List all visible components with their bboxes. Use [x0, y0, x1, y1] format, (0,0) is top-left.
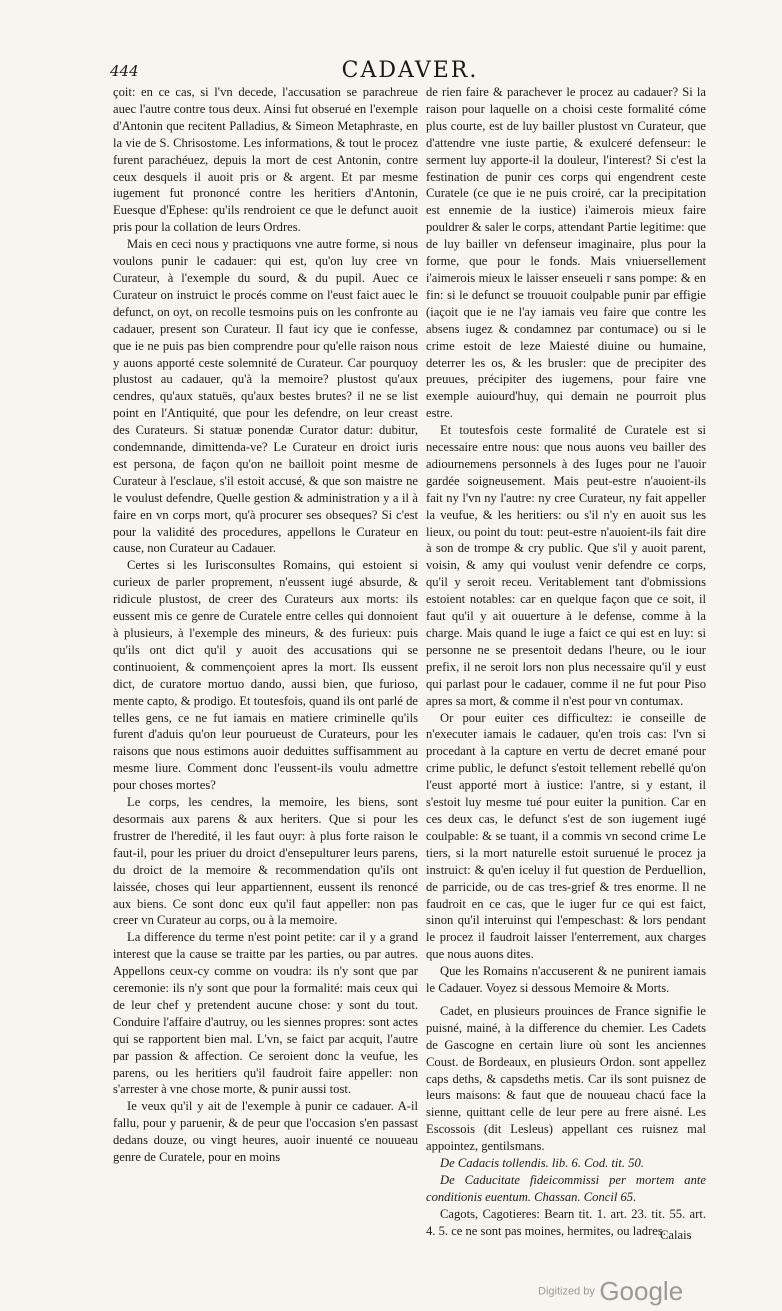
paragraph: Or pour euiter ces difficultez: ie conseille de n'executer iamais le cadauer, qu'en trois cas: l'vn si procedant à la capture en vertu de decret emané pour crime public, le defunct s'estoit tellement rebellé qu'on l'eust apporté mort à iustice: l'antre, si y estant, il s'estoit luy mesme tué pour euiter la punition. Car en ces deux cas, le defunct s'est de son iugement iugé coulpable: & se tuant, il a commis vn second crime Le tiers, si la mort naturelle estoit suruenué le procez ja instruict: & qu'en iceluy il fut question de Perduellion, de parricide, ou de cas tres-grief & tres enorme. Il ne faudroit en ce cas, que le iuger fur ce qui est faict, sinon qu'il interuinst qui l'empeschast: & lors pendant le procez il faudroit laisser l'enterrement, aux charges que nous auons dites.: [426, 710, 706, 962]
left-column: [113, 84, 418, 1166]
dictionary-entry-cadet: Cadet, en plusieurs prouinces de France signifie le puisné, mainé, à la difference du chemier. Les Cadets de Gascogne en certain liure où sont les anciennes Coust. de Bordeaux, en plusieurs Ordon. sont appellez caps deths, & capsdeths metis. Car ils sont puisnez de leurs maisons: & faut que de nouueau chacú face la sienne, quittant celle de leur pere au frere aisné. Les Escossois (dit Lesleus) appellant ces ruisnez mal appointez, gentilsmans.: [426, 1003, 706, 1154]
reference-line: De Cadacis tollendis. lib. 6. Cod. tit. 50.: [440, 1156, 644, 1171]
paragraph: Ie veux qu'il y ait de l'exemple à punir ce cadauer. A-il fallu, pour y paruenir, & de peur que l'occasion s'en passast dedans douze, ou vingt heures, auoir inuenté ce nouueau genre de Curatele, pour en moins: [113, 1099, 418, 1165]
paragraph: Le corps, les cendres, la memoire, les biens, sont desormais aux parens & aux heriters. Que si pour les frustrer de l'heredité, il les faut ouyr: à plus forte raison le faut-il, pour les priuer du droict d'ensepulturer leurs parens, du droict de la memoire & recommendation qu'ils ont laissée, choses qui leur appartiennent, eussent ils renoncé aux biens. Ce sont donc eux qu'il faut appeller: non pas creer vn Curateur au corps, ou à la memoire.: [113, 795, 418, 928]
paragraph: Et toutesfois ceste formalité de Curatele est si necessaire entre nous: que nous auons veu bailler des adiournemens personnels à des Iuges pour ne l'auoir gardée soigneusement. Mais peut-estre n'auoient-ils fait ny l'vn ny l'autre: ny cree Curateur, ny fait appeller la veufue, & les heritiers: ou s'il n'y en auoit sus les lieux, ou point du tout: peut-estre n'auoient-ils fait dire à son de trompe & cry public. Que s'il y auoit parent, voisin, & amy qui voulust venir defendre ce corps, qu'il y seroit receu. Veritablement tant d'obmissions estoient notables: car en quelque façon que ce soit, il faut qu'il y ait ouuerture à le defense, comme à la charge. Mais quand le iuge a faict ce qui est en luy: si personne ne se presentoit dedans l'heure, ou le iour prefix, il ne seroit lors non plus necessaire qu'il y eust qui parlast pour le cadauer, comme il ne fut pour Piso apres sa mort, & comme il n'est pour vn contumax.: [426, 423, 706, 708]
paragraph: Mais en ceci nous y practiquons vne autre forme, si nous voulons punir le cadauer: qui est, qu'on luy cree vn Curateur, à l'exemple du sourd, & du pupil. Auec ce Curateur on instruict le procés comme on l'eust faict auec le defunct, on oyt, on recolle tesmoins puis on les confronte au cadauer, present son Curateur. Il faut icy que ie confesse, que ie ne puis pas bien comprendre pour qu'elle raison nous y auons apporté ceste solemnité de Curateur. Car pourquoy plustost au cadauer, qu'à la memoire? plustost qu'aux cendres, qu'aux statuës, qu'aux bestes brutes? il ne se list point en l'Antiquité, que pour les defendre, on leur creast des Curateurs. Si statuæ ponendæ Curator datur: dubitur, condemnande, dimittenda-ve? Le Curateur en droict iuris est persona, de façon qu'on ne bailloit point mesme de Curateur à l'esclaue, s'il estoit accusé, & que son maistre ne le voulust defendre, Quelle gestion & administration y a il à faire en vn corps mort, qu'à procurer ses obseques? Si c'est pour la validité des procedures, appellons le Curateur en cause, non Curateur au Cadauer.: [113, 237, 418, 556]
digitization-watermark: [538, 1276, 683, 1307]
right-column: [426, 84, 706, 1240]
paragraph: de rien faire & parachever le procez au cadauer? Si la raison pour laquelle on a choisi ceste formalité cóme plus courte, est de luy bailler plustost vn Curateur, que d'attendre vne iuste partie, & exulceré defenseur: le serment luy apporte-il la douleur, l'interest? Si c'est la festination de punir ces corps qui engendrent ceste Curatele (ce que ie ne puis croiré, car la precipitation est ennemie de la iustice) i'aimerois mieux faire pouldrer & saler le corps, attendant Partie legitime: que de luy bailler vn defenseur imaginaire, plus pour la forme, que pour le fonds. Mais vniuersellement i'aimerois mieux le laisser enseueli r sans pompe: & en fin: si le defunct se trouuoit coulpable punir par effigie (iaçoit que ie ne l'ay iamais veu faire que contre les absens iugez & condamnez par contumace) ou si le crime estoit de leze Maiesté diuine ou humaine, deterrer les os, & les brusler: que de precipiter des preuues, précipiter des iugemens, pour faire vne exemple auiourd'huy, qui demain ne pourroit plus estre.: [426, 85, 706, 421]
paragraph: çoit: en ce cas, si l'vn decede, l'accusation se parachreue auec l'autre contre tous deux. Ainsi fut obserué en l'exemple d'Antonin que recitent Palladius, & Simeon Metaphraste, en la vie de S. Chrisostome. Les informations, & tout le procez furent parachéuez, depuis la mort de cest Antonin, contre ceux desquels il auoit pris or & argent. Et par mesme iugement fut prononcé contre les heritiers d'Antonin, Euesque d'Ephese: qu'ils rendroient ce que le defunct auoit pris pour la collation de leurs Ordres.: [113, 85, 418, 235]
watermark-prefix: Digitized by: [538, 1285, 595, 1298]
paragraph: La difference du terme n'est point petite: car il y a grand interest que la cause se traitte par les parties, ou par autres. Appellons ceux-cy comme on voudra: ils n'y sont que par ceremonie: ils n'y sont que pour la formalité: mais ceux qui de leur chef y pretendent aucune chose: y sont du tout. Conduire l'affaire d'autruy, ou les siennes propres: sont actes qui se rapportent bien mal. L'vn, se faict par acquit, l'autre par passion & affection. Ce seroient donc la veufue, les parens, ou les heritiers qu'il faudroit faire appeller: non s'arrester à vne chose morte, & punir aussi tost.: [113, 930, 418, 1097]
running-head: CADAVER.: [341, 58, 479, 83]
paragraph: Certes si les Iurisconsultes Romains, qui estoient si curieux de parler proprement, n'eussent iugé absurde, & ridicule plustost, de creer des Curateurs aux morts: ils eussent mis ce genre de Curatele entre celles qui donnoient à plusieurs, à l'exemple des mineurs, & des furieux: puis qu'ils ont dict qu'il y auoit des accusations qui se continuoient, & commençoient apres la mort. Ils eussent dict, de curatore mortuo dando, aussi bien, que furioso, mente capto, & prodigo. Et toutesfois, quand ils ont parlé de telles gens, ce ne fut iamais en matiere criminelle qu'ils furent d'aduis qu'on leur pourueust de Curateurs, pour les raisons que nous estimons auoir deduittes suffisamment au mesme liure. Comment donc l'eussent-ils voulu admettre pour choses mortes?: [113, 558, 418, 793]
paragraph: Que les Romains n'accuserent & ne punirent iamais le Cadauer. Voyez si dessous Memoire & Morts.: [426, 964, 706, 996]
dictionary-entry-cagots: Cagots, Cagotieres: Bearn tit. 1. art. 23. tit. 55. art. 4. 5. ce ne sont pas moines, hermites, ou ladres.: [426, 1206, 706, 1238]
catchword: Calais: [660, 1228, 692, 1242]
reference-line: De Caducitate fideicommissi per mortem ante conditionis euentum. Chassan. Concil 65.: [426, 1173, 706, 1204]
page-header: [110, 58, 710, 84]
watermark-brand: Google: [599, 1276, 684, 1306]
page-number: 444: [110, 62, 139, 80]
